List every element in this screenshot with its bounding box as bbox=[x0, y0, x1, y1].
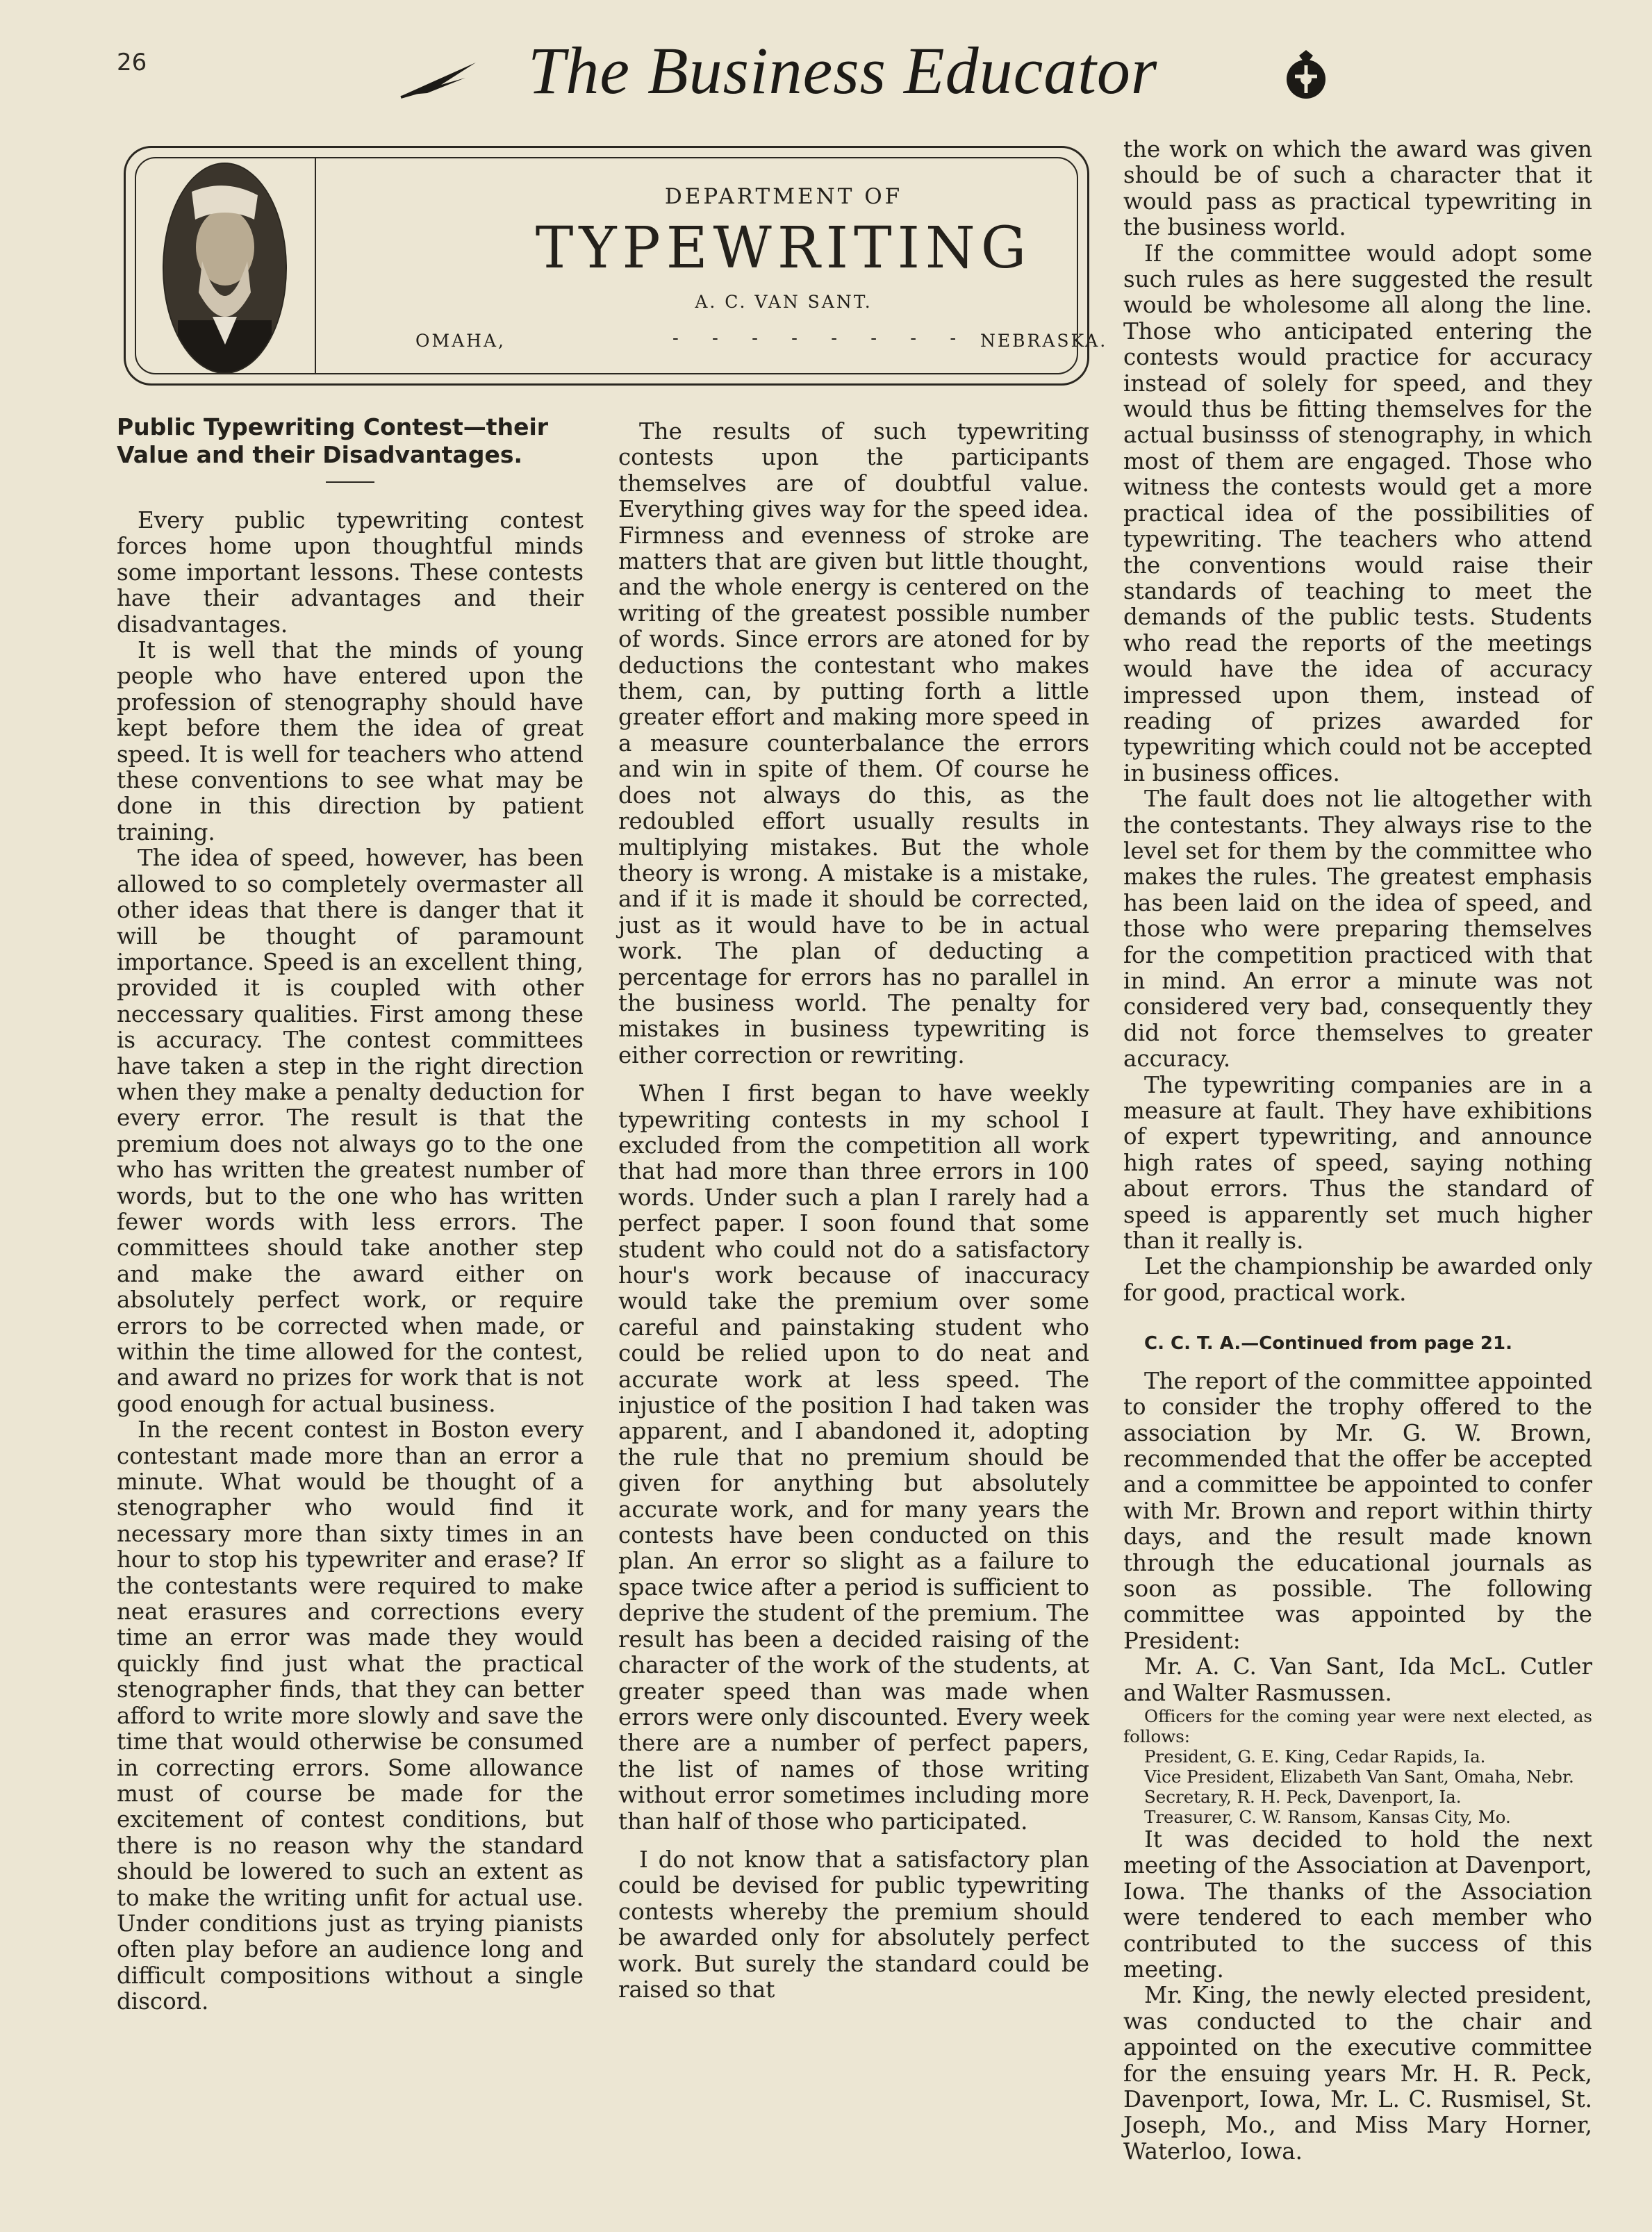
paragraph: If the committee would adopt some such rules as here suggested the result would be wholesome all along the line. Those who anticipated entering the contests would practice for accuracy instead of solely for speed, and they would thus be fitting themselves for the actual businsss of stenography, in which most of them are engaged. Those who witness the contests would get a more practical idea of the possibilities of typewriting. The teachers who attend the conventions would raise their standards of teaching to meet the demands of the public tests. Students who read the reports of the meetings would have the idea of accuracy impressed upon them, instead of reading of prizes awarded for typewriting which could not be accepted in business offices. bbox=[1123, 240, 1592, 786]
department-label: DEPARTMENT OF bbox=[664, 184, 903, 209]
paragraph: The results of such typewriting contests upon the participants themselves are of doubtful value. Everything gives way for the speed idea. Firmness and evenness of stroke are matters that are given but little thought, and the whole energy is centered on the writing of the greatest possible number of words. Since errors are atoned for by deductions the contestant who makes them, can, by putting forth a little greater effort and making more speed in a measure counterbalance the errors and win in spite of them. Of course he does not always do this, as the redoubled effort usually results in multiplying mistakes. But the whole theory is wrong. A mistake is a mistake, and if it is made it should be corrected, just as it would have to be in actual work. The plan of deducting a percentage for errors has no parallel in the business world. The penalty for mistakes in business typewriting is either correction or rewriting. bbox=[618, 418, 1089, 1068]
portrait-icon bbox=[164, 164, 286, 372]
title-rule bbox=[326, 481, 374, 483]
paragraph: The idea of speed, however, has been allowed to so completely overmaster all other ideas that there is danger that it will be thought of paramount importance. Speed is an excellent thing, provided it is coupled with other neccessary qualities. First among these is accuracy. The contest committees have taken a step in the right direction when they make a penalty deduction for every error. The result is that the premium does not always go to the one who has written the greatest number of words, but to the one who has written fewer words with less errors. The committees should take another step and make the award either on absolutely perfect work, or require errors to be corrected when made, or within the time allowed for the contest, and award no prizes for work that is not good enough for actual business. bbox=[117, 845, 584, 1417]
department-author: A. C. VAN SANT. bbox=[695, 292, 873, 312]
article-title: Public Typewriting Contest—their Value and their Disadvantages. bbox=[117, 413, 549, 468]
department-state: NEBRASKA. bbox=[980, 331, 1108, 351]
officer-entry: Vice President, Elizabeth Van Sant, Omaha, Nebr. bbox=[1144, 1766, 1574, 1787]
banner-divider bbox=[315, 157, 316, 374]
column-1 bbox=[117, 413, 584, 2015]
quill-icon bbox=[399, 57, 483, 99]
paragraph: The report of the committee appointed to consider the trophy offered to the association by Mr. G. W. Brown, recommended that the offer be accepted and a committee be appointed to confer with Mr. Brown and report within thirty days, and the result made known through the educational journals as soon as possible. The following committee was appointed by the President: bbox=[1123, 1367, 1592, 1654]
page-header bbox=[0, 28, 1652, 125]
department-banner bbox=[124, 146, 1108, 386]
continued-heading: C. C. T. A.—Continued from page 21. bbox=[1144, 1333, 1512, 1355]
officer-entry: Secretary, R. H. Peck, Davenport, Ia. bbox=[1144, 1786, 1462, 1807]
paragraph: Mr. King, the newly elected president, was conducted to the chair and appointed on the executive committee for the ensuing years Mr. H. R. Peck, Davenport, Iowa, Mr. L. C. Rusmisel, St. Joseph, Mo., and Miss Mary Horner, Waterloo, Iowa. bbox=[1123, 1982, 1592, 2165]
column-2 bbox=[618, 419, 1089, 2003]
paragraph: It is well that the minds of young people who have entered upon the profession of stenography should have kept before them the idea of great speed. It is well for teachers who attend these conventions to see what may be done in this direction by patient training. bbox=[117, 637, 584, 845]
department-city: OMAHA, bbox=[415, 331, 506, 351]
paragraph: Let the championship be awarded only for good, practical work. bbox=[1123, 1253, 1592, 1306]
department-title: TYPEWRITING bbox=[535, 215, 1032, 281]
masthead-title: The Business Educator bbox=[528, 33, 1158, 108]
paragraph: It was decided to hold the next meeting of the Association at Davenport, Iowa. The thanks of the Association were tendered to each member who contributed to the success of this meeting. bbox=[1123, 1826, 1592, 1983]
paragraph: The typewriting companies are in a measure at fault. They have exhibitions of expert typewriting, and announce high rates of speed, saying nothing about errors. Thus the standard of speed is apparently set much higher than it really is. bbox=[1123, 1071, 1592, 1255]
officer-entry: President, G. E. King, Cedar Rapids, Ia. bbox=[1144, 1746, 1486, 1767]
paragraph: Mr. A. C. Van Sant, Ida McL. Cutler and Walter Rasmussen. bbox=[1123, 1653, 1592, 1706]
column-3 bbox=[1123, 137, 1592, 2165]
author-portrait bbox=[163, 163, 287, 374]
officers-intro: Officers for the coming year were next elected, as follows: bbox=[1123, 1705, 1592, 1746]
paragraph: I do not know that a satisfactory plan could be devised for public typewriting contests whereby the premium should be awarded only for absolutely perfect work. But surely the standard could be raised so that bbox=[618, 1846, 1089, 2003]
page-number: 26 bbox=[117, 49, 147, 76]
paragraph: When I first began to have weekly typewriting contests in my school I excluded from the competition all work that had more than three errors in 100 words. Under such a plan I rarely had a perfect paper. I soon found that some student who could not do a satisfactory hour's work because of inaccuracy would take the premium over some careful and painstaking student who could be relied upon to do neat and accurate work at less speed. The injustice of the position I had taken was apparent, and I abandoned it, adopting the rule that no premium should be given for anything but absolutely accurate work, and for many years the contests have been conducted on this plan. An error so slight as a failure to space twice after a period is sufficient to deprive the student of the premium. The result has been a decided raising of the character of the work of the students, at greater speed than was made when errors were only discounted. Every week there are a number of perfect papers, the list of names of those writing without error sometimes including more than half of those who participated. bbox=[618, 1080, 1089, 1835]
officer-entry: Treasurer, C. W. Ransom, Kansas City, Mo. bbox=[1144, 1806, 1511, 1827]
paragraph: Every public typewriting contest forces home upon thoughtful minds some important lessons. These contests have their advantages and their disadvantages. bbox=[117, 507, 584, 638]
paragraph: The fault does not lie altogether with the contestants. They always rise to the level set for them by the committee who makes the rules. The greatest emphasis has been laid on the idea of speed, and those who were preparing themselves for the competition practiced with that in mind. An error a minute was not considered very bad, consequently they did not force themselves to greater accuracy. bbox=[1123, 786, 1592, 1073]
paragraph: the work on which the award was given should be of such a character that it would pass as practical typewriting in the business world. bbox=[1123, 136, 1592, 241]
paragraph: In the recent contest in Boston every contestant made more than an error a minute. What would be thought of a stenographer who would find it necessary more than sixty times in an hour to stop his typewriter and erase? If the contestants were required to make neat erasures and corrections every time an error was made they would quickly find just what the practical stenographer finds, that they can better afford to write more slowly and save the time that would otherwise be consumed in correcting errors. Some allowance must of course be made for the excitement of contest conditions, but there is no reason why the standard should be lowered to such an extent as to make the writing unfit for actual use. Under conditions just as trying pianists often play before an audience long and difficult compositions without a single discord. bbox=[117, 1416, 584, 2015]
department-dashes: - - - - - - - - bbox=[672, 328, 970, 349]
emblem-icon bbox=[1278, 49, 1334, 104]
